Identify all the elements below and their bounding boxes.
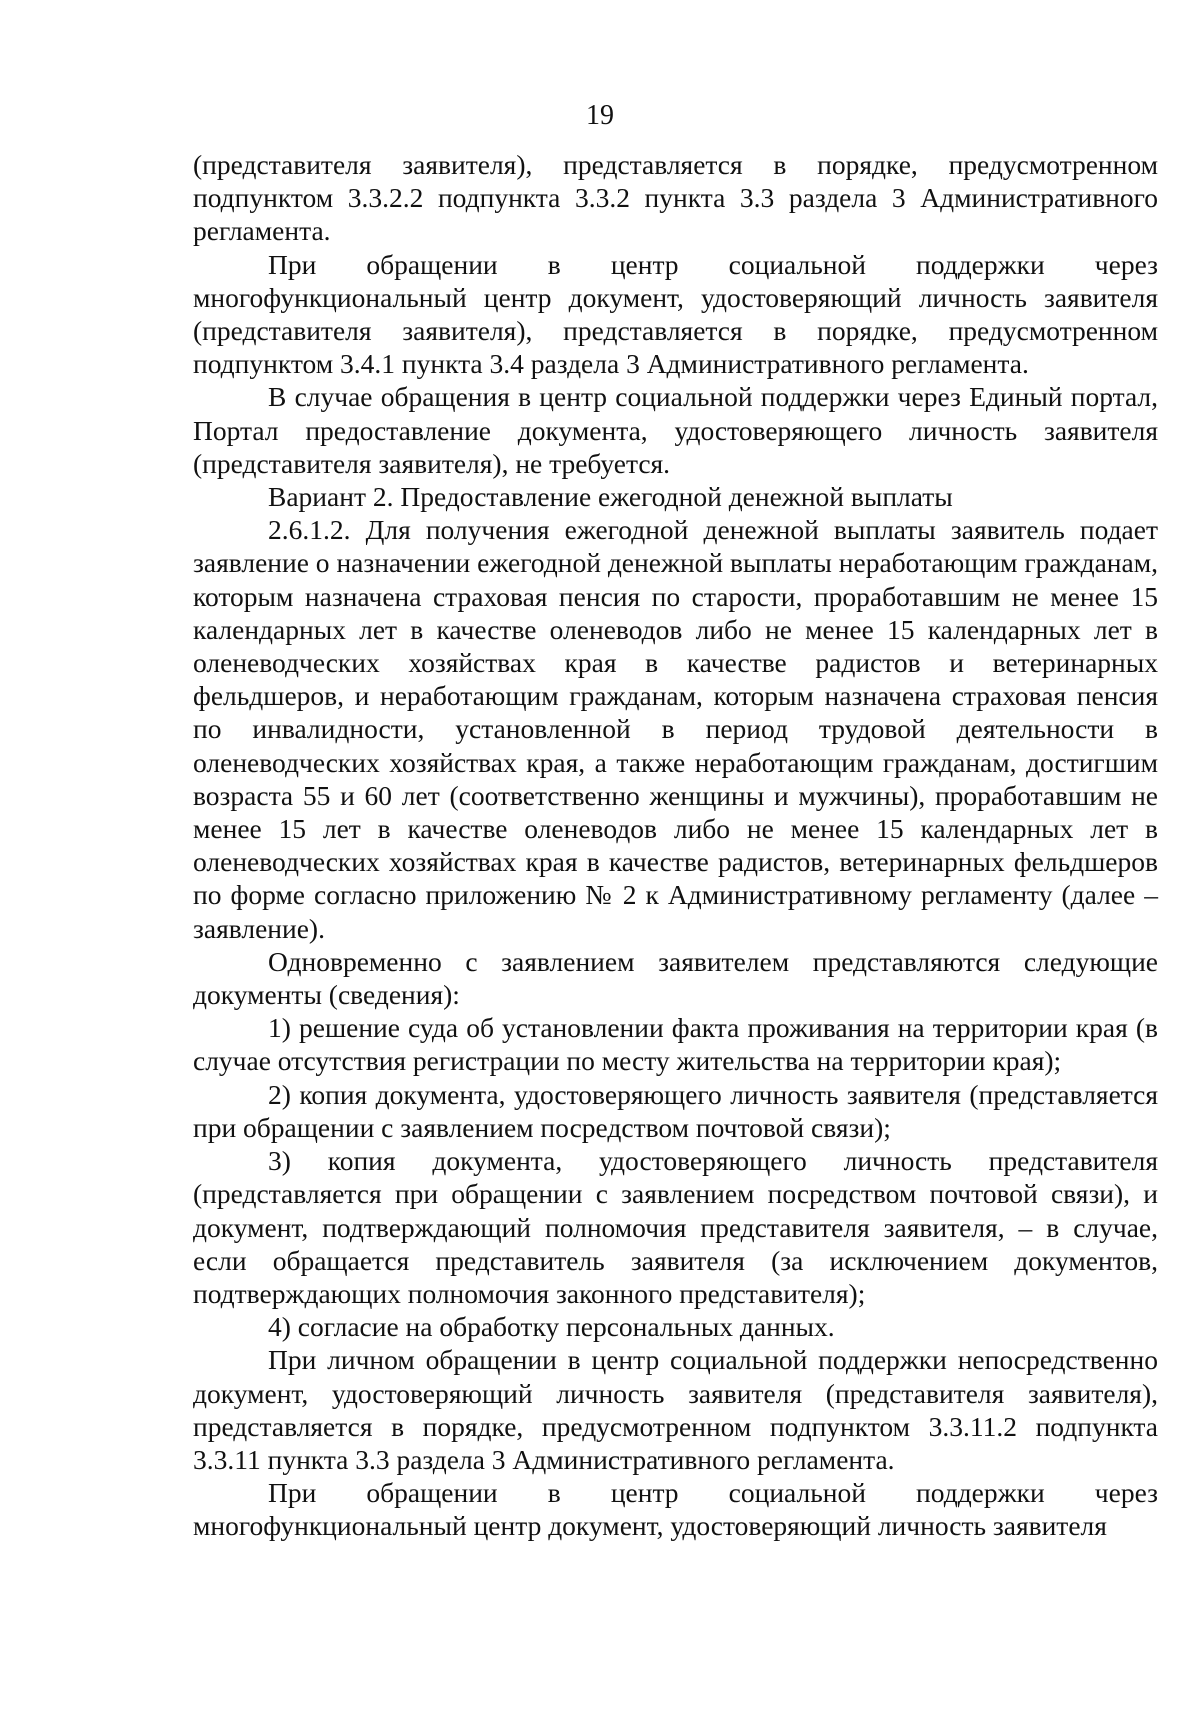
paragraph-continuation: (представителя заявителя), представляется в порядке, предусмотренном подпунктом 3.3.2.2 подпункта 3.3.2 пункта 3.3 раздела 3 Административного регламента. [193, 149, 1158, 247]
paragraph-mfc-submission-2: При обращении в центр социальной поддержки через многофункциональный центр документ, удостоверяющий личность заявителя [193, 1477, 1158, 1542]
paragraph-personal-submission: При личном обращении в центр социальной поддержки непосредственно документ, удостоверяющий личность заявителя (представителя заявителя), представляется в порядке, предусмотренном подпунктом 3.3.11.2 подпункта 3.3.11 пункта 3.3 раздела 3 Административного регламента. [193, 1344, 1158, 1475]
page-number: 19 [586, 100, 614, 131]
paragraph-documents-intro: Одновременно с заявлением заявителем представляются следующие документы (сведения): [193, 945, 1158, 1011]
paragraph-portal-submission: В случае обращения в центр социальной поддержки через Единый портал, Портал предоставление документа, удостоверяющего личность заявителя (представителя заявителя), не требуется. [193, 381, 1158, 479]
section-heading-variant-2: Вариант 2. Предоставление ежегодной денежной выплаты [268, 481, 953, 513]
list-item-2: 2) копия документа, удостоверяющего личность заявителя (представляется при обращении с заявлением посредством почтовой связи); [193, 1078, 1158, 1143]
paragraph-mfc-submission: При обращении в центр социальной поддержки через многофункциональный центр документ, удостоверяющий личность заявителя (представителя заявителя), представляется в порядке, предусмотренном подпунктом 3.4.1 пункта 3.4 раздела 3 Административного регламента. [193, 248, 1158, 380]
list-item-4: 4) согласие на обработку персональных данных. [268, 1311, 835, 1343]
list-item-3: 3) копия документа, удостоверяющего личность представителя (представляется при обращении с заявлением посредством почтовой связи), и документ, подтверждающий полномочия представителя заявителя, – в случае, если обращается представитель заявителя (за исключением документов, подтверждающих полномочия законного представителя); [193, 1145, 1158, 1309]
list-item-1: 1) решение суда об установлении факта проживания на территории края (в случае отсутствия регистрации по месту жительства на территории края); [193, 1012, 1158, 1077]
document-body [193, 148, 1158, 1543]
paragraph-2-6-1-2: 2.6.1.2. Для получения ежегодной денежной выплаты заявитель подает заявление о назначении ежегодной денежной выплаты неработающим гражданам, которым назначена страховая пенсия по старости, проработавшим не менее 15 календарных лет в качестве оленеводов либо не менее 15 календарных лет в оленеводческих хозяйствах края в качестве радистов и ветеринарных фельдшеров, и неработающим гражданам, которым назначена страховая пенсия по инвалидности, установленной в период трудовой деятельности в оленеводческих хозяйствах края, а также неработающим гражданам, достигшим возраста 55 и 60 лет (соответственно женщины и мужчины), проработавшим не менее 15 лет в качестве оленеводов либо не менее 15 календарных лет в оленеводческих хозяйствах края в качестве радистов, ветеринарных фельдшеров по форме согласно приложению № 2 к Административному регламенту (далее – заявление). [193, 514, 1158, 944]
